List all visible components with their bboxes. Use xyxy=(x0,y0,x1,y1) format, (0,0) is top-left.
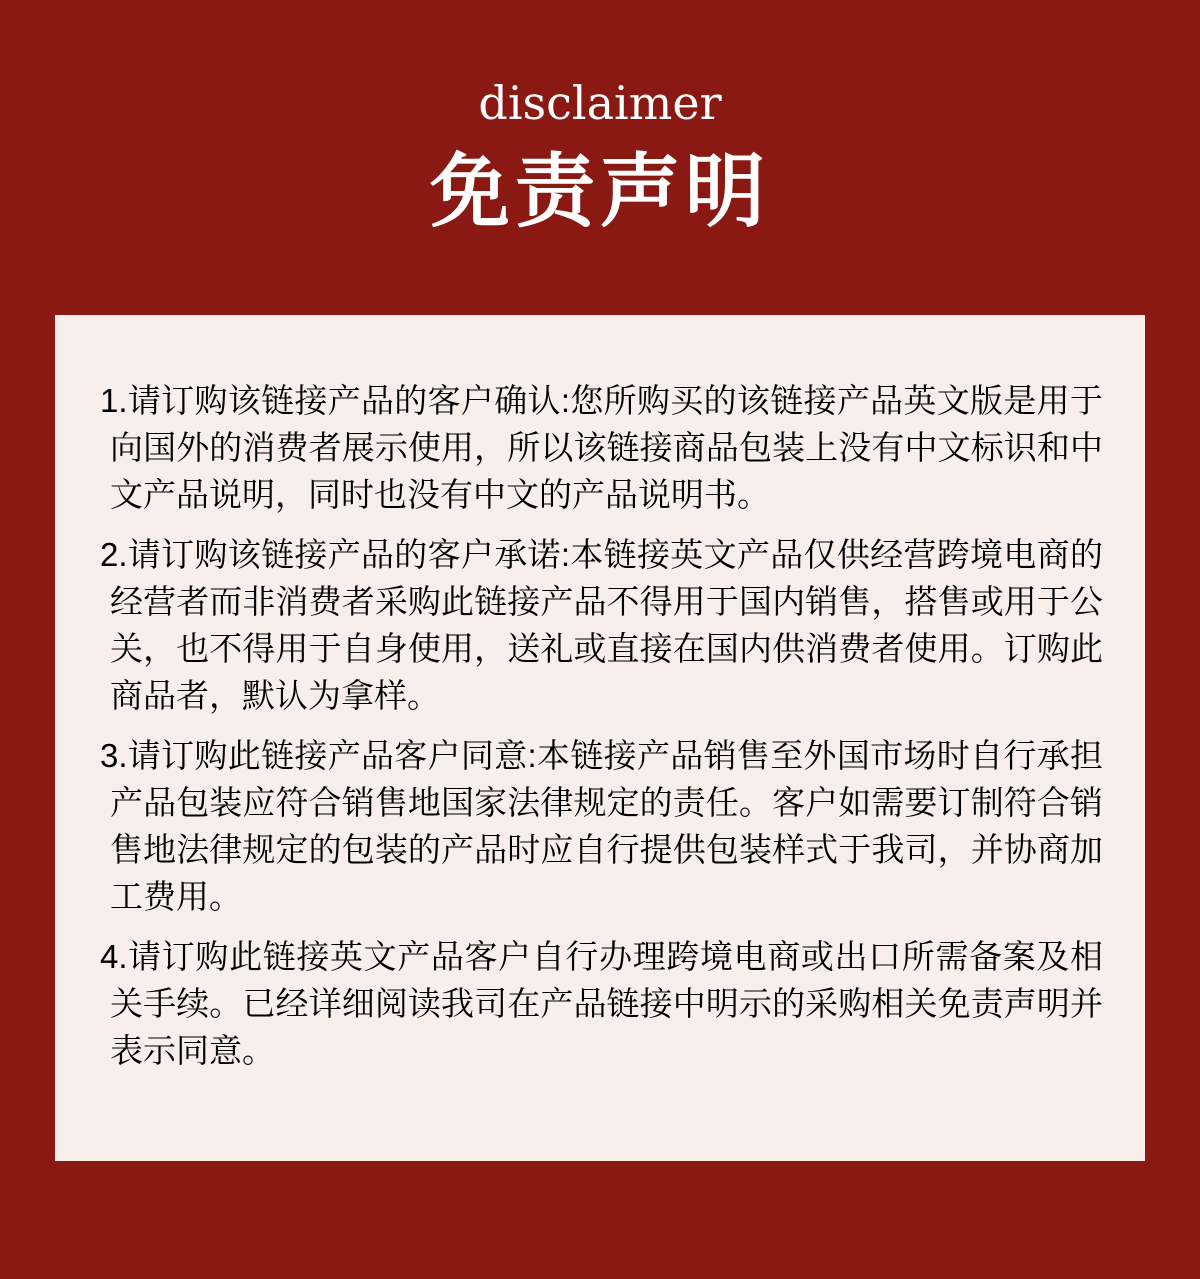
disclaimer-paragraph-3: 3.请订购此链接产品客户同意:本链接产品销售至外国市场时自行承担产品包装应符合销售地国家法律规定的责任。客户如需要订制符合销售地法律规定的包装的产品时应自行提供包装样式于我司，并协商加工费用。 xyxy=(100,737,1103,915)
disclaimer-title-en: disclaimer xyxy=(478,76,722,130)
disclaimer-title-zh: 免责声明 xyxy=(430,147,770,236)
disclaimer-paragraph-2: 2.请订购该链接产品的客户承诺:本链接英文产品仅供经营跨境电商的经营者而非消费者采购此链接产品不得用于国内销售，搭售或用于公关，也不得用于自身使用，送礼或直接在国内供消费者使用。订购此商品者，默认为拿样。 xyxy=(100,536,1103,714)
disclaimer-paragraph-4: 4.请订购此链接英文产品客户自行办理跨境电商或出口所需备案及相关手续。已经详细阅读我司在产品链接中明示的采购相关免责声明并表示同意。 xyxy=(100,938,1103,1069)
disclaimer-paragraph-1: 1.请订购该链接产品的客户确认:您所购买的该链接产品英文版是用于向国外的消费者展示使用，所以该链接商品包装上没有中文标识和中文产品说明，同时也没有中文的产品说明书。 xyxy=(100,382,1103,513)
disclaimer-panel xyxy=(55,315,1145,1161)
header xyxy=(0,0,1200,240)
